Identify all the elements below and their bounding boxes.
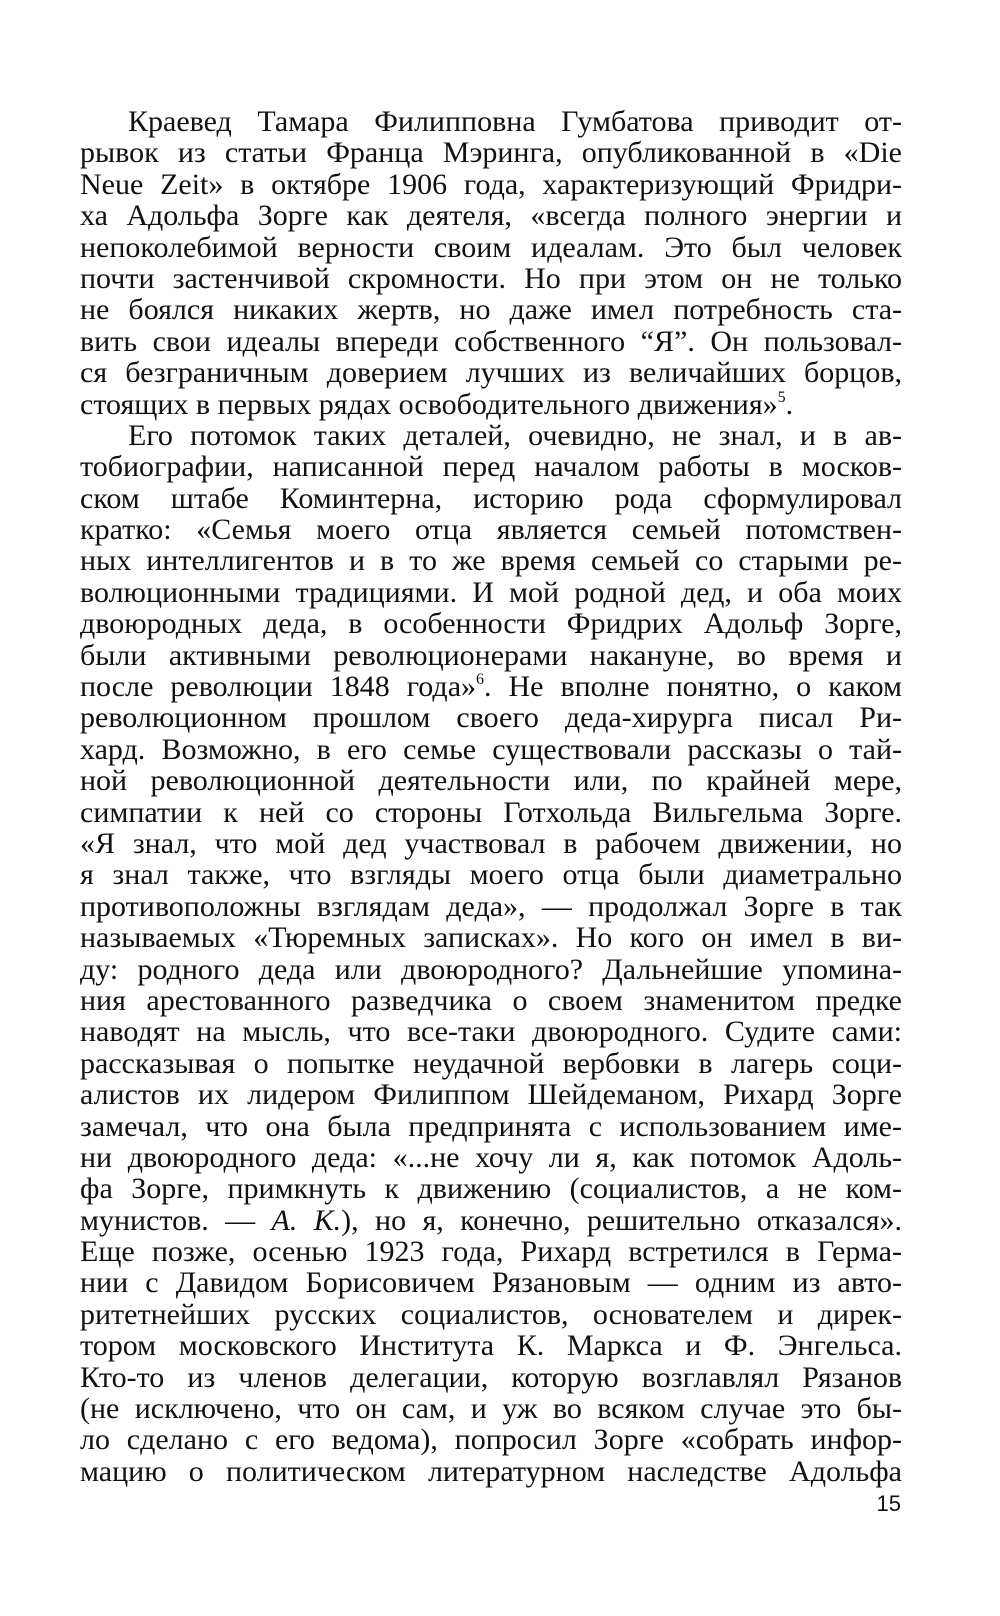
text-line: симпатии к ней со стороны Готхольда Вильгельма Зорге.	[80, 795, 902, 829]
text-segment: стоящих в первых рядах освободительного движения»	[80, 387, 778, 421]
text-line: революционном прошлом своего деда-хирурга писал Ри-	[80, 701, 902, 735]
text-line: волюционными традициями. И мой родной дед, и оба моих	[80, 575, 902, 609]
text-line: наводят на мысль, что все-таки двоюродного. Судите сами:	[80, 1015, 902, 1049]
text-segment: ), но я, конечно, решительно отказался».	[341, 1203, 902, 1237]
text-line	[80, 1205, 902, 1236]
text-line: вить свои идеалы впереди собственного “Я”. Он пользовал-	[80, 324, 902, 358]
text-line: ни двоюродного деда: «...не хочу ли я, как потомок Адоль-	[80, 1140, 902, 1174]
text-line: были активными революционерами накануне, во время и	[80, 638, 902, 672]
text-line: Еще позже, осенью 1923 года, Рихард встретился в Герма-	[80, 1235, 902, 1269]
text-line: ной революционной деятельности или, по крайней мере,	[80, 764, 902, 798]
text-line: Neue Zeit» в октябре 1906 года, характеризующий Фридри-	[80, 167, 902, 201]
text-line: ных интеллигентов и в то же время семьей со старыми ре-	[80, 544, 902, 578]
paragraph-2	[80, 420, 902, 1487]
text-line: алистов их лидером Филиппом Шейдеманом, Рихард Зорге	[80, 1078, 902, 1112]
text-line: рывок из статьи Франца Мэринга, опубликованной в «Die	[80, 136, 902, 170]
text-line: хард. Возможно, в его семье существовали рассказы о тай-	[80, 732, 902, 766]
text-line: кратко: «Семья моего отца является семьей потомствен-	[80, 513, 902, 547]
text-line: называемых «Тюремных записках». Но кого он имел в ви-	[80, 921, 902, 955]
text-line: Краевед Тамара Филипповна Гумбатова приводит от-	[128, 105, 902, 138]
body-text	[80, 106, 902, 1487]
text-line	[80, 389, 902, 420]
text-line: (не исключено, что он сам, и уж во всяком случае это бы-	[80, 1392, 902, 1426]
text-line: мацию о политическом литературном наследстве Адольфа	[80, 1454, 902, 1488]
text-line: нии с Давидом Борисовичем Рязановым — одним из авто-	[80, 1266, 902, 1300]
text-line: непоколебимой верности своим идеалам. Это был человек	[80, 230, 902, 264]
author-initials: А. К.	[271, 1203, 342, 1237]
text-line: замечал, что она была предпринята с использованием име-	[80, 1109, 902, 1143]
text-line: Его потомок таких деталей, очевидно, не знал, и в ав-	[128, 418, 902, 452]
text-line: я знал также, что взгляды моего отца были диаметрально	[80, 858, 902, 892]
footnote-marker: 5	[777, 388, 786, 406]
text-segment: .	[785, 387, 794, 421]
text-line: «Я знал, что мой дед участвовал в рабочем движении, но	[80, 826, 902, 860]
text-line: двоюродных деда, в особенности Фридрих Адольф Зорге,	[80, 607, 902, 641]
page-number: 15	[876, 1491, 901, 1516]
text-line: ния арестованного разведчика о своем знаменитом предке	[80, 983, 902, 1017]
paragraph-1	[80, 106, 902, 420]
text-segment: после революции 1848 года»	[80, 670, 477, 704]
text-line: рассказывая о попытке неудачной вербовки в лагерь соци-	[80, 1046, 902, 1080]
text-segment: мунистов. —	[80, 1203, 272, 1237]
text-line: Кто-то из членов делегации, которую возглавлял Рязанов	[80, 1360, 902, 1394]
text-line: ском штабе Коминтерна, историю рода сформулировал	[80, 481, 902, 515]
text-line: почти застенчивой скромности. Но при этом он не только	[80, 261, 902, 295]
text-line	[80, 671, 902, 702]
text-line: ритетнейших русских социалистов, основателем и дирек-	[80, 1297, 902, 1331]
text-line: тобиографии, написанной перед началом работы в москов-	[80, 450, 902, 484]
text-line: фа Зорге, примкнуть к движению (социалистов, а не ком-	[80, 1172, 902, 1206]
text-line: ха Адольфа Зорге как деятеля, «всегда полного энергии и	[80, 199, 902, 233]
text-line: противоположны взглядам деда», — продолжал Зорге в так	[80, 889, 902, 923]
text-line: не боялся никаких жертв, но даже имел потребность ста-	[80, 293, 902, 327]
text-line: ся безграничным доверием лучших из величайших борцов,	[80, 356, 902, 390]
text-line: ло сделано с его ведома), попросил Зорге «собрать инфор-	[80, 1423, 902, 1457]
text-line: тором московского Института К. Маркса и Ф. Энгельса.	[80, 1329, 902, 1363]
text-segment: . Не вполне понятно, о каком	[484, 670, 902, 704]
footnote-marker: 6	[476, 671, 485, 689]
text-line: ду: родного деда или двоюродного? Дальнейшие упомина-	[80, 952, 902, 986]
